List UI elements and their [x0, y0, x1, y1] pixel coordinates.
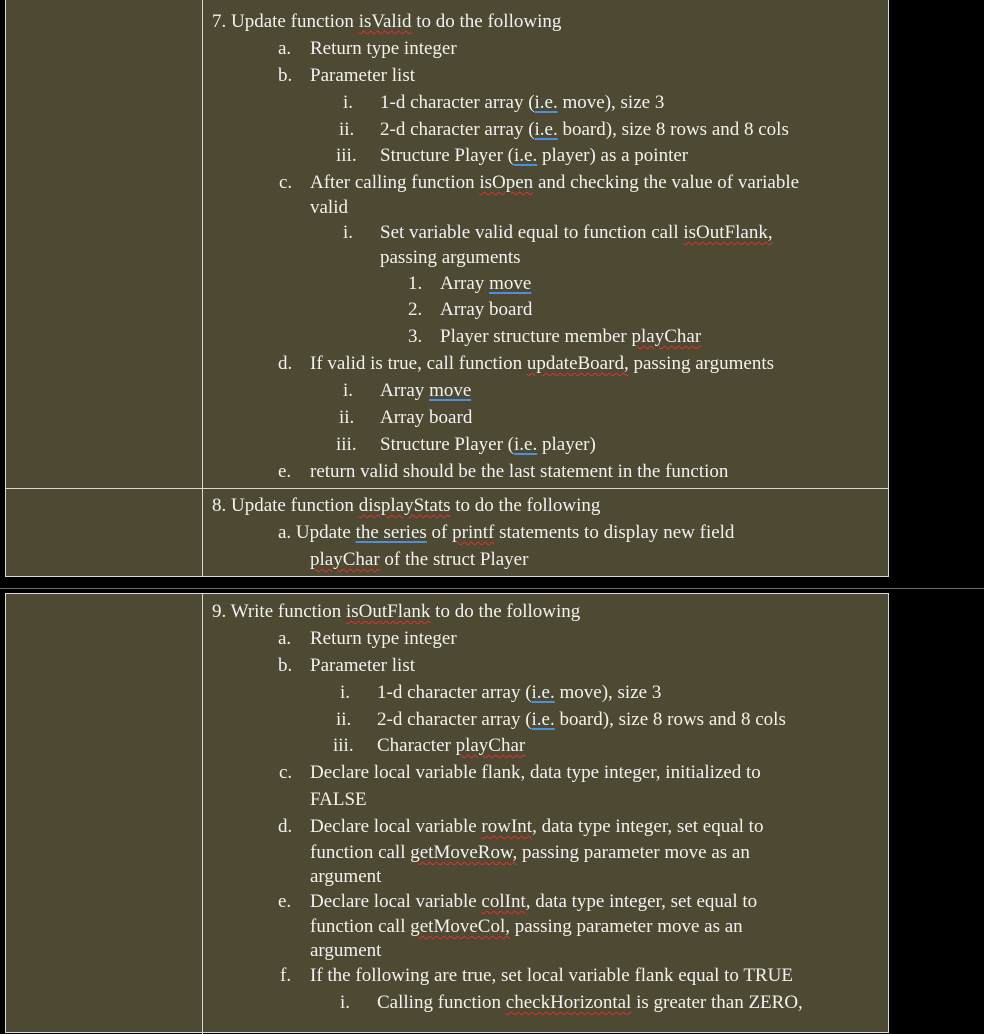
item-7c-text: After calling function isOpen and checking the value of variable [310, 172, 800, 193]
item-7c-cont: valid [310, 197, 348, 218]
item-7b-i: i. [343, 92, 354, 113]
item-7c-3: 3. [408, 326, 423, 347]
item-9c: c. [279, 762, 293, 783]
item-7d: d. [278, 353, 293, 374]
section-9-heading: 9. Write function isOutFlank to do the following [212, 601, 581, 622]
item-9d-cont: function call getMoveRow, passing parameter move as an [310, 842, 750, 863]
item-7c-1-text: Array move [440, 273, 532, 294]
item-9e: e. [278, 891, 292, 912]
item-9d: d. [278, 816, 293, 837]
item-7c: c. [279, 172, 293, 193]
item-9b-ii: ii. [336, 709, 352, 730]
item-7d-ii: ii. [339, 407, 355, 428]
item-7b-iii: iii. [336, 145, 357, 166]
item-7c-3-text: Player structure member playChar [440, 326, 702, 347]
item-9f: f. [280, 965, 292, 986]
item-9b-iii: iii. [333, 735, 354, 756]
left-cell [6, 594, 203, 1034]
left-cell [6, 0, 203, 488]
item-8a-cont: playChar of the struct Player [310, 549, 529, 570]
item-9b-i-text: 1-d character array (i.e. move), size 3 [377, 682, 662, 703]
item-9b-iii-text: Character playChar [377, 735, 526, 756]
item-7c-i: i. [343, 222, 354, 243]
item-9b-text: Parameter list [310, 655, 415, 676]
item-7c-i-cont: passing arguments [380, 247, 521, 268]
item-7c-2: 2. [408, 299, 423, 320]
item-9c-text: Declare local variable flank, data type integer, initialized to [310, 762, 761, 783]
section-8-heading: 8. Update function displayStats to do the following [212, 495, 601, 516]
left-cell [6, 489, 203, 577]
item-9f-i: i. [340, 992, 351, 1013]
item-7a: a. [278, 38, 292, 59]
item-9d-cont2: argument [310, 866, 382, 887]
item-9b: b. [278, 655, 293, 676]
item-9b-i: i. [340, 682, 351, 703]
section-7-heading: 7. Update function isValid to do the following [212, 11, 562, 32]
item-9a: a. [278, 628, 292, 649]
item-7a-text: Return type integer [310, 38, 457, 59]
item-9c-cont: FALSE [310, 789, 367, 810]
item-7b: b. [278, 65, 293, 86]
divider [0, 588, 984, 589]
item-7c-2-text: Array board [440, 299, 533, 320]
item-9d-text: Declare local variable rowInt, data type integer, set equal to [310, 816, 764, 837]
item-7b-ii: ii. [339, 119, 355, 140]
item-7d-iii: iii. [336, 434, 357, 455]
item-7d-i: i. [343, 380, 354, 401]
item-7c-i-text: Set variable valid equal to function call isOutFlank, [380, 222, 773, 243]
item-9f-text: If the following are true, set local variable flank equal to TRUE [310, 965, 793, 986]
item-9e-cont2: argument [310, 940, 382, 961]
item-9e-text: Declare local variable colInt, data type integer, set equal to [310, 891, 758, 912]
item-7d-i-text: Array move [380, 380, 472, 401]
item-7d-iii-text: Structure Player (i.e. player) [380, 434, 596, 455]
item-9b-ii-text: 2-d character array (i.e. board), size 8 rows and 8 cols [377, 709, 786, 730]
item-7b-text: Parameter list [310, 65, 415, 86]
item-7d-text: If valid is true, call function updateBoard, passing arguments [310, 353, 774, 374]
item-7e-text: return valid should be the last statement in the function [310, 461, 729, 482]
item-9f-i-text: Calling function checkHorizontal is greater than ZERO, [377, 992, 803, 1013]
item-9e-cont: function call getMoveCol, passing parameter move as an [310, 916, 743, 937]
item-7c-1: 1. [408, 273, 423, 294]
item-7b-iii-text: Structure Player (i.e. player) as a pointer [380, 145, 689, 166]
item-9a-text: Return type integer [310, 628, 457, 649]
item-7b-i-text: 1-d character array (i.e. move), size 3 [380, 92, 665, 113]
item-7b-ii-text: 2-d character array (i.e. board), size 8 rows and 8 cols [380, 119, 789, 140]
item-8a-text: a. Update the series of printf statements to display new field [278, 522, 735, 543]
item-7e: e. [278, 461, 292, 482]
item-7d-ii-text: Array board [380, 407, 473, 428]
